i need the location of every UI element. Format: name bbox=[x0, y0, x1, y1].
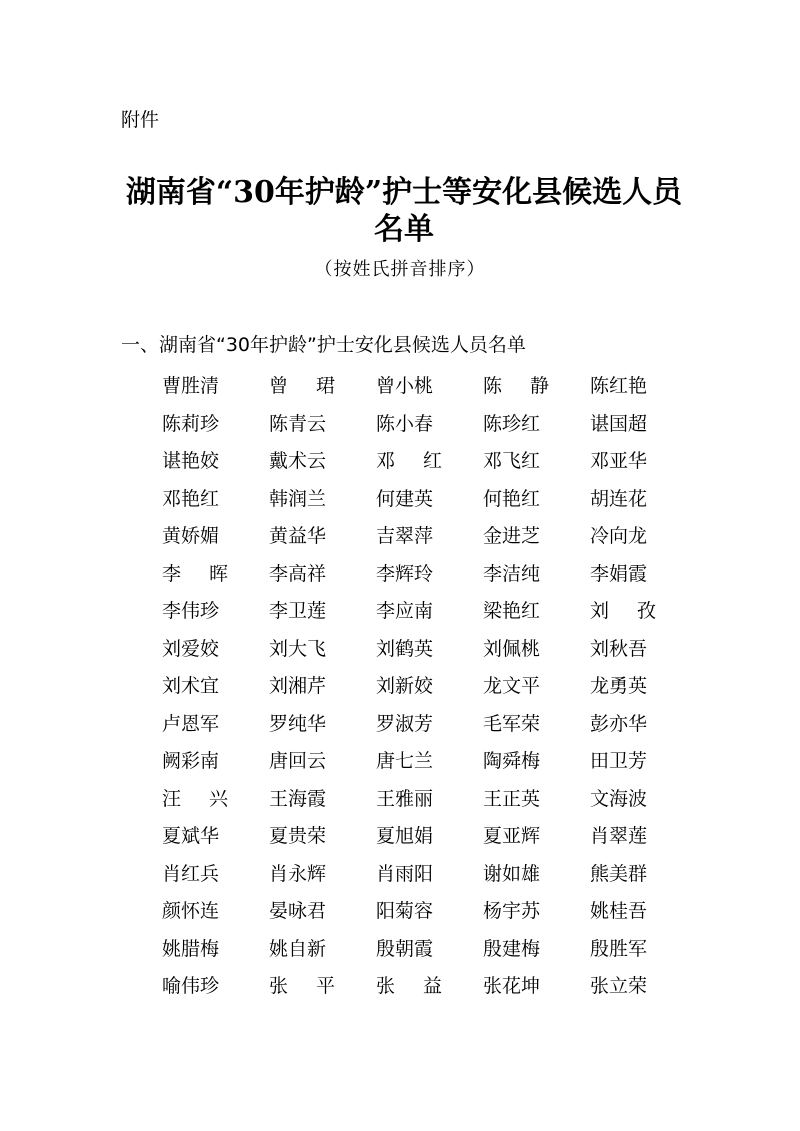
candidate-name: 肖红兵 bbox=[162, 862, 220, 885]
candidate-name: 李应南 bbox=[376, 600, 434, 623]
candidate-name: 李高祥 bbox=[269, 562, 327, 585]
candidate-name: 罗淑芳 bbox=[376, 712, 434, 735]
candidate-name: 刘爱姣 bbox=[162, 637, 220, 660]
candidate-name: 阳菊容 bbox=[376, 900, 434, 923]
candidate-name: 李伟珍 bbox=[162, 600, 220, 623]
candidate-name: 颜怀连 bbox=[162, 900, 220, 923]
candidate-name: 陈小春 bbox=[376, 412, 434, 435]
candidate-name: 邓亚华 bbox=[590, 450, 648, 473]
candidate-name: 肖翠莲 bbox=[590, 825, 648, 848]
candidate-name: 胡连花 bbox=[590, 487, 648, 510]
candidate-name: 刘大飞 bbox=[269, 637, 327, 660]
candidate-name: 姚自新 bbox=[269, 937, 327, 960]
candidate-name: 喻伟珍 bbox=[162, 975, 220, 998]
candidate-name: 邓艳红 bbox=[162, 487, 220, 510]
candidate-name: 夏斌华 bbox=[162, 825, 220, 848]
candidate-name: 王雅丽 bbox=[376, 787, 434, 810]
candidate-name: 殷建梅 bbox=[483, 937, 541, 960]
candidate-name: 晏咏君 bbox=[269, 900, 327, 923]
candidate-name: 唐七兰 bbox=[376, 750, 434, 773]
section-heading: 一、湖南省“30年护龄”护士安化县候选人员名单 bbox=[121, 334, 526, 356]
candidate-name: 田卫芳 bbox=[590, 750, 648, 773]
candidate-names-grid bbox=[162, 366, 702, 1004]
candidate-name: 邓飞红 bbox=[483, 450, 541, 473]
document-title-line-2: 名单 bbox=[374, 212, 434, 247]
candidate-name: 王海霞 bbox=[269, 787, 327, 810]
candidate-name: 毛军荣 bbox=[483, 712, 541, 735]
candidate-name: 夏旭娟 bbox=[376, 825, 434, 848]
candidate-name: 殷胜军 bbox=[590, 937, 648, 960]
candidate-name: 刘秋吾 bbox=[590, 637, 648, 660]
candidate-name: 金进芝 bbox=[483, 525, 541, 548]
document-title-line-1: 湖南省“30年护龄”护士等安化县候选人员 bbox=[125, 175, 683, 210]
candidate-name: 黄益华 bbox=[269, 525, 327, 548]
candidate-name: 张 益 bbox=[376, 975, 442, 998]
candidate-name: 张立荣 bbox=[590, 975, 648, 998]
candidate-name: 陶舜梅 bbox=[483, 750, 541, 773]
candidate-name: 卢恩军 bbox=[162, 712, 220, 735]
candidate-name: 何建英 bbox=[376, 487, 434, 510]
candidate-name: 谢如雄 bbox=[483, 862, 541, 885]
candidate-name: 王正英 bbox=[483, 787, 541, 810]
candidate-name: 唐回云 bbox=[269, 750, 327, 773]
candidate-name: 汪 兴 bbox=[162, 787, 228, 810]
candidate-name: 刘术宜 bbox=[162, 675, 220, 698]
candidate-name: 刘新姣 bbox=[376, 675, 434, 698]
candidate-name: 谌艳姣 bbox=[162, 450, 220, 473]
candidate-name: 韩润兰 bbox=[269, 487, 327, 510]
candidate-name: 陈 静 bbox=[483, 375, 549, 398]
candidate-name: 杨宇苏 bbox=[483, 900, 541, 923]
candidate-name: 熊美群 bbox=[590, 862, 648, 885]
sort-note: （按姓氏拼音排序） bbox=[314, 259, 486, 280]
candidate-name: 夏贵荣 bbox=[269, 825, 327, 848]
candidate-name: 梁艳红 bbox=[483, 600, 541, 623]
candidate-name: 陈红艳 bbox=[590, 375, 648, 398]
candidate-name: 曾 珺 bbox=[269, 375, 335, 398]
candidate-name: 殷朝霞 bbox=[376, 937, 434, 960]
candidate-name: 陈莉珍 bbox=[162, 412, 220, 435]
candidate-name: 戴术云 bbox=[269, 450, 327, 473]
candidate-name: 刘鹤英 bbox=[376, 637, 434, 660]
candidate-name: 夏亚辉 bbox=[483, 825, 541, 848]
candidate-name: 李娟霞 bbox=[590, 562, 648, 585]
candidate-name: 刘 孜 bbox=[590, 600, 656, 623]
candidate-name: 阙彩南 bbox=[162, 750, 220, 773]
candidate-name: 冷向龙 bbox=[590, 525, 648, 548]
candidate-name: 罗纯华 bbox=[269, 712, 327, 735]
candidate-name: 李 晖 bbox=[162, 562, 228, 585]
candidate-name: 陈珍红 bbox=[483, 412, 541, 435]
candidate-name: 文海波 bbox=[590, 787, 648, 810]
candidate-name: 谌国超 bbox=[590, 412, 648, 435]
candidate-name: 刘湘芹 bbox=[269, 675, 327, 698]
candidate-name: 曾小桃 bbox=[376, 375, 434, 398]
candidate-name: 刘佩桃 bbox=[483, 637, 541, 660]
candidate-name: 肖永辉 bbox=[269, 862, 327, 885]
candidate-name: 龙勇英 bbox=[590, 675, 648, 698]
candidate-name: 姚腊梅 bbox=[162, 937, 220, 960]
candidate-name: 张花坤 bbox=[483, 975, 541, 998]
candidate-name: 彭亦华 bbox=[590, 712, 648, 735]
candidate-name: 吉翠萍 bbox=[376, 525, 434, 548]
candidate-name: 张 平 bbox=[269, 975, 335, 998]
candidate-name: 曹胜清 bbox=[162, 375, 220, 398]
candidate-name: 肖雨阳 bbox=[376, 862, 434, 885]
candidate-name: 黄娇媚 bbox=[162, 525, 220, 548]
candidate-name: 何艳红 bbox=[483, 487, 541, 510]
candidate-name: 李洁纯 bbox=[483, 562, 541, 585]
candidate-name: 陈青云 bbox=[269, 412, 327, 435]
candidate-name: 邓 红 bbox=[376, 450, 442, 473]
candidate-name: 龙文平 bbox=[483, 675, 541, 698]
attachment-label: 附件 bbox=[121, 109, 160, 131]
candidate-name: 李辉玲 bbox=[376, 562, 434, 585]
candidate-name: 姚桂吾 bbox=[590, 900, 648, 923]
candidate-name: 李卫莲 bbox=[269, 600, 327, 623]
